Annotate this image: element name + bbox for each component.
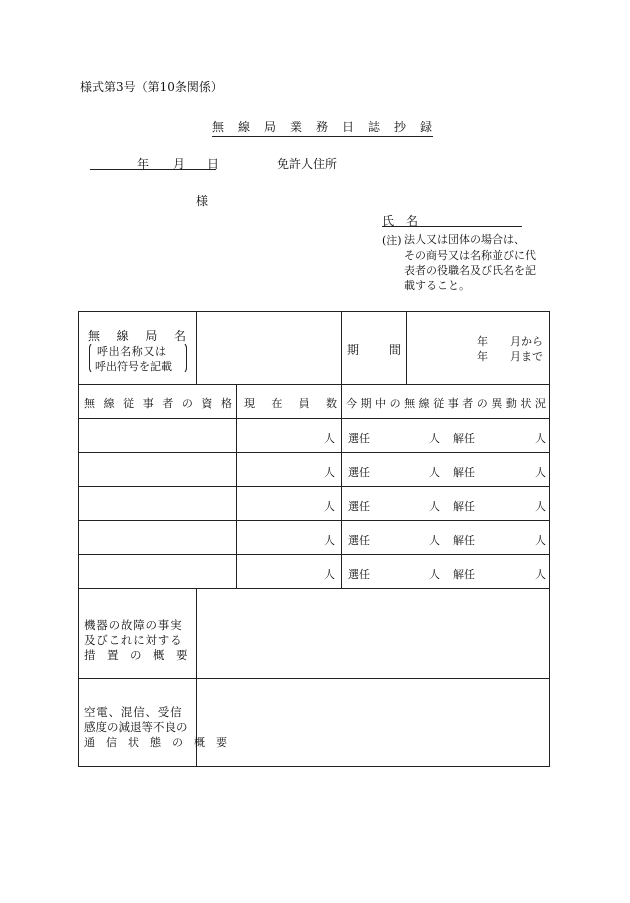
interference-label-2: 感度の減退等不良の	[84, 720, 188, 734]
period-to-month: 月まで	[510, 350, 543, 363]
appointed-label: 選任	[348, 432, 370, 445]
note-line-1: 法人又は団体の場合は、	[404, 233, 525, 246]
date-year-label: 年	[137, 157, 150, 171]
dismissed-unit: 人	[535, 534, 546, 547]
row-line	[78, 384, 550, 385]
col-line	[236, 384, 237, 588]
period-to-year: 年	[477, 350, 488, 363]
period-from-year: 年	[477, 335, 488, 348]
form-number: 様式第3号（第10条関係）	[80, 80, 223, 94]
qualification-header: 無 線 従 事 者 の 資 格	[84, 397, 232, 410]
appointed-unit: 人	[429, 466, 440, 479]
row-line	[78, 520, 550, 521]
row-line	[78, 554, 550, 555]
dismissed-label: 解任	[453, 500, 475, 513]
col-line	[196, 311, 197, 384]
interference-label-3: 通 信 状 態 の 概 要	[84, 736, 227, 749]
station-name-sub-2: 呼出符号を記載	[95, 360, 172, 373]
period-from-month: 月から	[510, 335, 543, 348]
appointed-unit: 人	[429, 500, 440, 513]
date-day-label: 日	[207, 157, 220, 171]
licensee-address-label: 免許人住所	[277, 157, 338, 171]
dismissed-unit: 人	[535, 466, 546, 479]
note-line-4: 載すること。	[404, 279, 470, 292]
failure-label-2: 及びこれに対する	[84, 633, 183, 647]
row-line	[78, 588, 550, 589]
date-month-label: 月	[173, 157, 186, 171]
form-table	[78, 311, 550, 767]
note-line-3: 表者の役職名及び氏名を記	[404, 264, 536, 277]
row-line	[78, 452, 550, 453]
dismissed-label: 解任	[453, 432, 475, 445]
interference-label-1: 空電、混信、受信	[84, 705, 183, 719]
sama-label: 様	[196, 194, 209, 208]
col-line	[341, 311, 342, 384]
name-label: 氏 名	[382, 214, 419, 228]
dismissed-label: 解任	[453, 568, 475, 581]
count-unit: 人	[324, 500, 335, 513]
row-line	[78, 678, 550, 679]
dismissed-label: 解任	[453, 466, 475, 479]
dismissed-label: 解任	[453, 534, 475, 547]
failure-label-1: 機器の故障の事実	[84, 618, 183, 632]
change-status-header: 今 期 中 の 無 線 従 事 者 の 異 動 状 況	[346, 397, 546, 410]
appointed-label: 選任	[348, 568, 370, 581]
count-unit: 人	[324, 432, 335, 445]
row-line	[78, 486, 550, 487]
failure-label-3: 措 置 の 概 要	[84, 648, 188, 662]
date-underline	[90, 169, 216, 170]
count-unit: 人	[324, 568, 335, 581]
col-line	[406, 311, 407, 384]
col-line	[341, 384, 342, 588]
dismissed-unit: 人	[535, 500, 546, 513]
appointed-unit: 人	[429, 534, 440, 547]
note-mark: (注)	[382, 234, 402, 247]
name-underline	[382, 226, 522, 227]
dismissed-unit: 人	[535, 432, 546, 445]
count-unit: 人	[324, 466, 335, 479]
appointed-unit: 人	[429, 432, 440, 445]
appointed-label: 選任	[348, 500, 370, 513]
appointed-label: 選任	[348, 534, 370, 547]
row-line	[78, 418, 550, 419]
station-name-sub-1: 呼出名称又は	[97, 345, 167, 358]
station-name-label: 無 線 局 名	[88, 329, 186, 343]
count-unit: 人	[324, 534, 335, 547]
note-line-2: その商号又は名称並びに代	[404, 249, 536, 262]
dismissed-unit: 人	[535, 568, 546, 581]
current-count-header: 現 在 員 数	[244, 397, 337, 410]
document-title: 無 線 局 業 務 日 誌 抄 録	[212, 118, 433, 137]
appointed-unit: 人	[429, 568, 440, 581]
appointed-label: 選任	[348, 466, 370, 479]
period-label: 期 間	[347, 343, 401, 357]
